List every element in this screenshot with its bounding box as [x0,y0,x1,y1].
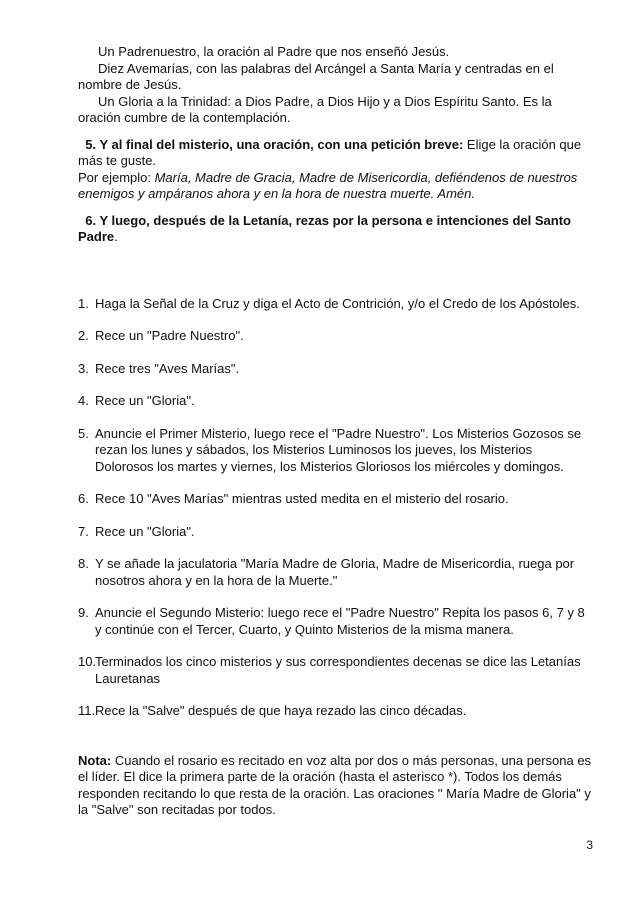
list-item-text: Anuncie el Primer Misterio, luego rece el "Padre Nuestro". Los Misterios Gozosos se rezan los lunes y sábados, los Misterios Luminosos los jueves, los Misterios Dolorosos los martes y viernes, los Misterios Gloriosos los miércoles y domingos. [95,425,582,474]
list-item-text: Rece tres "Aves Marías". [95,360,240,376]
section-5-text: Elige la oración que más te guste. [78,136,582,168]
section-5-example [78,170,593,203]
list-item-number: 10. [78,654,97,669]
list-item [78,654,593,687]
list-item [78,491,593,508]
list-item-text: Y se añade la jaculatoria "María Madre de Gloria, Madre de Misericordia, ruega por nosotros ahora y en la hora de la Muerte." [95,556,575,588]
list-item-text: Terminados los cinco misterios y sus correspondientes decenas se dice las Letanías Lauretanas [95,654,581,686]
list-item-number: 4. [78,393,89,408]
example-prayer: María, Madre de Gracia, Madre de Misericordia, defiéndenos de nuestros enemigos y ampáranos ahora y en la hora de nuestra muerte. Amén. [78,169,578,201]
list-item-text: Anuncie el Segundo Misterio: luego rece el "Padre Nuestro" Repita los pasos 6, 7 y 8 y continúe con el Tercer, Cuarto, y Quinto Misterios de la misma manera. [95,605,585,637]
list-item-number: 2. [78,328,89,343]
list-item-number: 3. [78,360,89,376]
list-item-number: 1. [78,295,89,311]
page-number: 3 [586,838,593,852]
list-item-text: Rece 10 "Aves Marías" mientras usted medita en el misterio del rosario. [95,491,509,506]
list-item [78,296,593,313]
nota-text: Cuando el rosario es recitado en voz alta por dos o más personas, una persona es el líder. El dice la primera parte de la oración (hasta el asterisco *). Todos los demás responden recitando lo que resta de la oración. Las oraciones " María Madre de Gloria" y la "Salve" son recitadas por todos. [78,752,592,817]
list-item-number: 8. [78,556,89,571]
section-6 [78,213,593,246]
list-item-number: 9. [78,605,89,620]
section-5 [78,137,593,170]
list-item-text: Rece un "Padre Nuestro". [95,328,244,343]
list-item [78,361,593,378]
nota-paragraph [78,753,593,819]
list-item-number: 7. [78,523,89,539]
list-item [78,393,593,410]
list-item-text: Rece un "Gloria". [95,523,195,539]
list-item-text: Rece la "Salve" después de que haya rezado las cinco décadas. [95,703,467,718]
rosary-steps-list [78,296,593,720]
section-6-tail: . [114,229,118,244]
document-page [78,44,593,819]
list-item-text: Rece un "Gloria". [95,393,195,408]
example-label: Por ejemplo: [78,169,155,185]
intro-padrenuestro: Un Padrenuestro, la oración al Padre que nos enseñó Jesús. [98,44,450,59]
section-6-heading: 6. Y luego, después de la Letanía, rezas por la persona e intenciones del Santo Padre [78,212,571,244]
intro-gloria: Un Gloria a la Trinidad: a Dios Padre, a Dios Hijo y a Dios Espíritu Santo. Es la oración cumbre de la contemplación. [78,93,552,125]
list-item [78,328,593,345]
list-item [78,703,593,720]
list-item-text: Haga la Señal de la Cruz y diga el Acto de Contrición, y/o el Credo de los Apóstoles. [95,295,580,311]
list-item-number: 6. [78,491,89,506]
list-item [78,556,593,589]
list-item [78,605,593,638]
section-5-heading: 5. Y al final del misterio, una oración, con una petición breve: [85,136,464,152]
list-item [78,426,593,476]
list-item-number: 5. [78,425,89,441]
nota-label: Nota: [78,752,112,768]
intro-avemarias: Diez Avemarías, con las palabras del Arcángel a Santa María y centradas en el nombre de Jesús. [78,60,554,92]
list-item [78,524,593,541]
list-item-number: 11. [78,703,96,718]
